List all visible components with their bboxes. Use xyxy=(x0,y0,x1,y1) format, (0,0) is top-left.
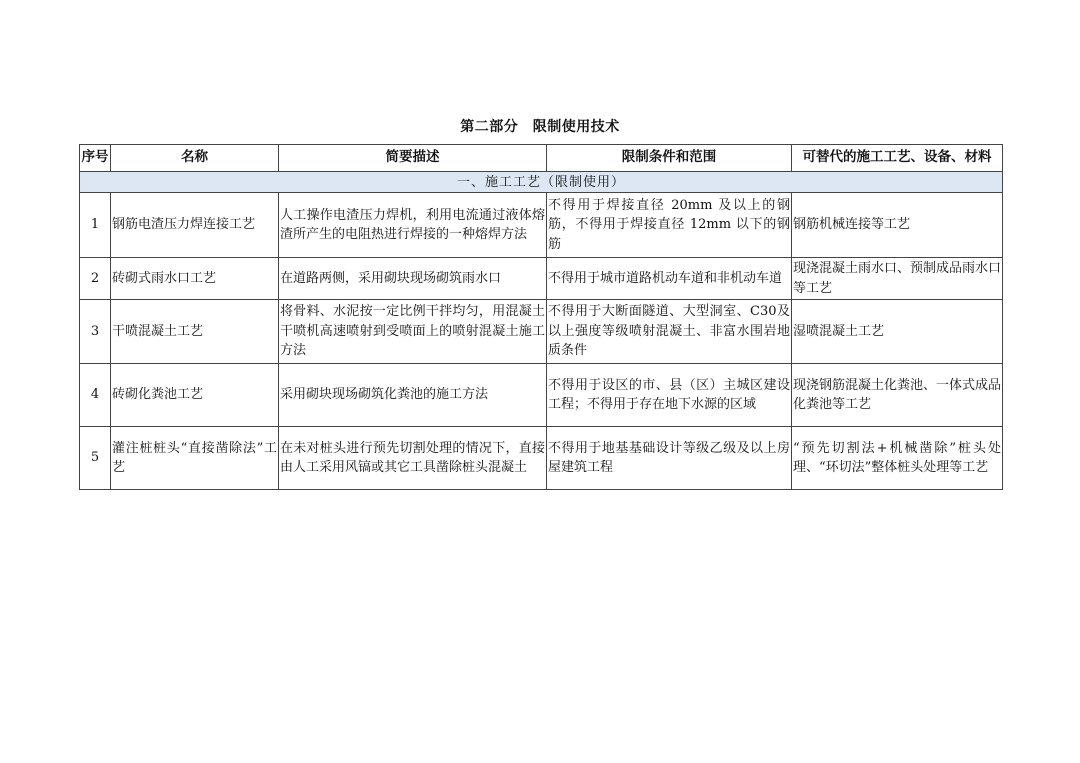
row-limit: 不得用于城市道路机动车道和非机动车道 xyxy=(547,258,792,300)
row-name: 砖砌式雨水口工艺 xyxy=(111,258,279,300)
table-row xyxy=(80,193,1003,258)
row-description: 人工操作电渣压力焊机，利用电流通过液体熔渣所产生的电阻热进行焊接的一种熔焊方法 xyxy=(279,193,547,258)
row-alternative: 湿喷混凝土工艺 xyxy=(792,300,1003,364)
row-name: 灌注桩桩头“直接凿除法”工艺 xyxy=(111,427,279,490)
row-description: 将骨料、水泥按一定比例干拌均匀，用混凝土干喷机高速喷射到受喷面上的喷射混凝土施工方法 xyxy=(279,300,547,364)
row-limit: 不得用于设区的市、县（区）主城区建设工程；不得用于存在地下水源的区域 xyxy=(547,364,792,427)
table-row xyxy=(80,364,1003,427)
row-alternative: 钢筋机械连接等工艺 xyxy=(792,193,1003,258)
row-alternative: 现浇混凝土雨水口、预制成品雨水口等工艺 xyxy=(792,258,1003,300)
row-limit: 不得用于焊接直径 20mm 及以上的钢筋，不得用于焊接直径 12mm 以下的钢筋 xyxy=(547,193,792,258)
page-title: 第二部分 限制使用技术 xyxy=(460,119,620,135)
table-row xyxy=(80,427,1003,490)
section-title: 一、施工工艺（限制使用） xyxy=(80,172,1003,193)
table-row xyxy=(80,300,1003,364)
restricted-technology-table xyxy=(79,144,1003,490)
row-description: 在道路两侧，采用砌块现场砌筑雨水口 xyxy=(279,258,547,300)
row-number: 1 xyxy=(80,193,111,258)
row-description: 在未对桩头进行预先切割处理的情况下，直接由人工采用风镐或其它工具凿除桩头混凝土 xyxy=(279,427,547,490)
section-row xyxy=(80,172,1003,193)
row-number: 5 xyxy=(80,427,111,490)
table-row xyxy=(80,258,1003,300)
row-limit: 不得用于地基基础设计等级乙级及以上房屋建筑工程 xyxy=(547,427,792,490)
row-alternative: “预先切割法+机械凿除”桩头处理、“环切法”整体桩头处理等工艺 xyxy=(792,427,1003,490)
row-number: 3 xyxy=(80,300,111,364)
row-number: 2 xyxy=(80,258,111,300)
row-name: 钢筋电渣压力焊连接工艺 xyxy=(111,193,279,258)
header-alternative: 可替代的施工工艺、设备、材料 xyxy=(792,145,1003,172)
table-header-row xyxy=(80,145,1003,172)
row-alternative: 现浇钢筋混凝土化粪池、一体式成品化粪池等工艺 xyxy=(792,364,1003,427)
header-no: 序号 xyxy=(80,145,111,172)
row-number: 4 xyxy=(80,364,111,427)
header-name: 名称 xyxy=(111,145,279,172)
row-description: 采用砌块现场砌筑化粪池的施工方法 xyxy=(279,364,547,427)
row-limit: 不得用于大断面隧道、大型洞室、C30及以上强度等级喷射混凝土、非富水围岩地质条件 xyxy=(547,300,792,364)
header-limit: 限制条件和范围 xyxy=(547,145,792,172)
row-name: 砖砌化粪池工艺 xyxy=(111,364,279,427)
header-description: 简要描述 xyxy=(279,145,547,172)
row-name: 干喷混凝土工艺 xyxy=(111,300,279,364)
